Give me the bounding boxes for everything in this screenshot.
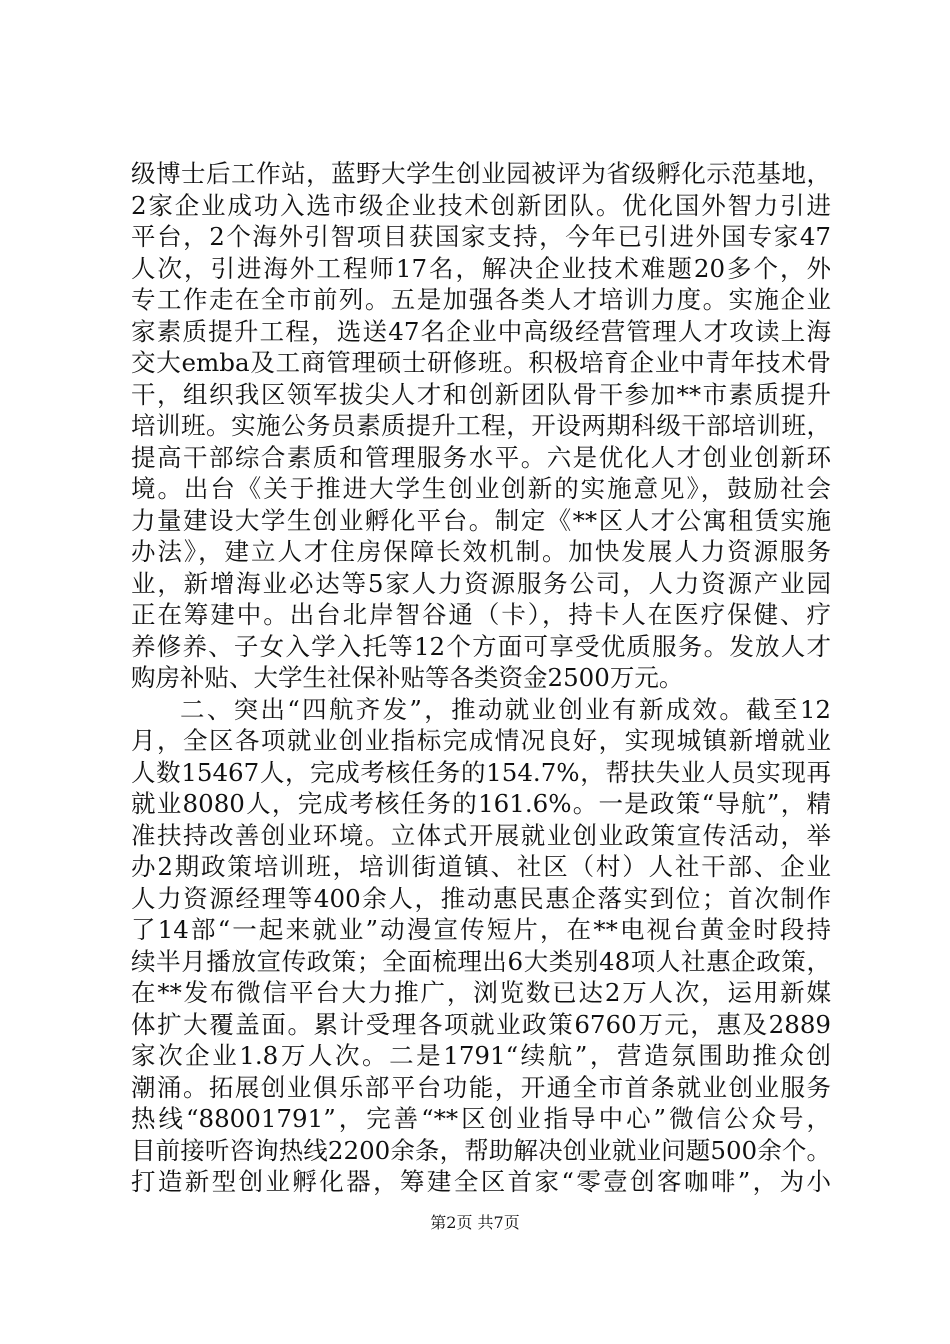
text-line: 潮涌。拓展创业俱乐部平台功能，开通全市首条就业创业服务 (131, 1072, 831, 1102)
text-line: 干，组织我区领军拔尖人才和创新团队骨干参加**市素质提升 (131, 379, 831, 409)
text-line: 了14部“一起来就业”动漫宣传短片，在**电视台黄金时段持 (131, 915, 831, 944)
section-heading-line: 二、突出“四航齐发”，推动就业创业有新成效。截至12 (180, 694, 831, 724)
text-line: 正在筹建中。出台北岸智谷通（卡），持卡人在医疗保健、疗 (131, 600, 831, 629)
text-line: 办法》，建立人才住房保障长效机制。加快发展人力资源服务 (131, 537, 831, 566)
text-line: 目前接听咨询热线2200余条，帮助解决创业就业问题500余个。 (131, 1135, 831, 1165)
text-line: 平台，2个海外引智项目获国家支持，今年已引进外国专家47 (131, 222, 831, 251)
text-line: 家素质提升工程，选送47名企业中高级经营管理人才攻读上海 (131, 316, 831, 346)
text-line: 力量建设大学生创业孵化平台。制定《**区人才公寓租赁实施 (131, 505, 831, 535)
text-line: 专工作走在全市前列。五是加强各类人才培训力度。实施企业 (131, 285, 831, 314)
text-line: 境。出台《关于推进大学生创业创新的实施意见》，鼓励社会 (131, 474, 831, 503)
text-line: 就业8080人，完成考核任务的161.6%。一是政策“导航”，精 (131, 789, 831, 818)
text-line: 月，全区各项就业创业指标完成情况良好，实现城镇新增就业 (131, 726, 831, 755)
page-number-label: 第2页 共7页 (430, 1213, 520, 1232)
text-line: 续半月播放宣传政策；全面梳理出6大类别48项人社惠企政策， (131, 946, 831, 976)
text-line: 培训班。实施公务员素质提升工程，开设两期科级干部培训班， (131, 411, 831, 440)
text-line: 办2期政策培训班，培训街道镇、社区（村）人社干部、企业 (131, 852, 831, 881)
text-line: 热线“88001791”，完善“**区创业指导中心”微信公众号， (131, 1104, 831, 1133)
text-line: 级博士后工作站，蓝野大学生创业园被评为省级孵化示范基地， (131, 159, 831, 188)
text-line: 在**发布微信平台大力推广，浏览数已达2万人次，运用新媒 (131, 978, 831, 1007)
body-text (131, 158, 831, 1198)
paragraph-end-line: 购房补贴、大学生社保补贴等各类资金2500万元。 (131, 663, 684, 692)
text-line: 2家企业成功入选市级企业技术创新团队。优化国外智力引进 (131, 190, 831, 220)
text-line: 养修养、子女入学入托等12个方面可享受优质服务。发放人才 (131, 631, 831, 661)
text-line: 人力资源经理等400余人，推动惠民惠企落实到位；首次制作 (131, 883, 831, 913)
text-line: 提高干部综合素质和管理服务水平。六是优化人才创业创新环 (131, 442, 831, 472)
text-line: 人数15467人，完成考核任务的154.7%，帮扶失业人员实现再 (131, 757, 831, 787)
page-footer (0, 1213, 950, 1233)
text-line: 准扶持改善创业环境。立体式开展就业创业政策宣传活动，举 (131, 820, 831, 850)
text-line: 家次企业1.8万人次。二是1791“续航”，营造氛围助推众创 (131, 1041, 831, 1070)
text-line: 体扩大覆盖面。累计受理各项就业政策6760万元，惠及2889 (131, 1009, 831, 1039)
text-line: 交大emba及工商管理硕士研修班。积极培育企业中青年技术骨 (131, 348, 831, 377)
text-line: 人次，引进海外工程师17名，解决企业技术难题20多个，外 (131, 253, 831, 283)
text-line: 业，新增海业必达等5家人力资源服务公司，人力资源产业园 (131, 568, 831, 598)
text-line: 打造新型创业孵化器，筹建全区首家“零壹创客咖啡”，为小 (131, 1167, 831, 1196)
